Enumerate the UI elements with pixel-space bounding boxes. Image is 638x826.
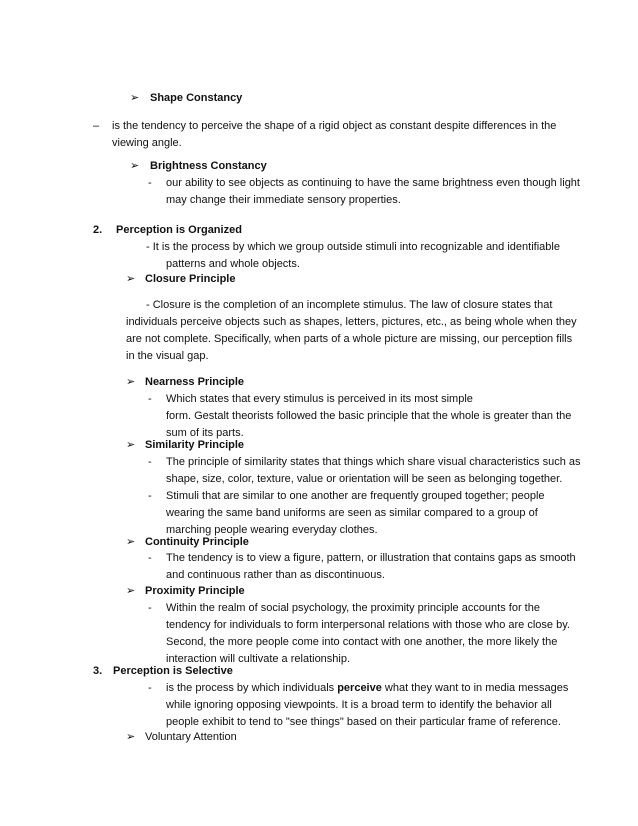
continuity-line: The tendency is to view a figure, pattern, or illustration that contains gaps as smooth: [166, 552, 576, 564]
perceive-emphasis: perceive: [337, 682, 382, 694]
arrow-bullet-icon: ➢: [130, 92, 140, 104]
closure-line: are not complete. Specifically, when parts of a whole picture are missing, our perception fills: [126, 333, 573, 345]
arrow-bullet-icon: ➢: [126, 536, 136, 548]
continuity-principle-heading: Continuity Principle: [145, 536, 249, 548]
similarity-line: shape, size, color, texture, value or orientation will be seen as belonging together.: [166, 473, 563, 485]
voluntary-attention-heading: Voluntary Attention: [145, 731, 237, 743]
perception-selective-line: people exhibit to tend to "see things" based on their particular frame of reference.: [166, 716, 561, 728]
similarity-line: The principle of similarity states that things which share visual characteristics such as: [166, 456, 581, 468]
nearness-line: form. Gestalt theorists followed the basic principle that the whole is greater than the: [166, 410, 572, 422]
closure-principle-heading: Closure Principle: [145, 273, 236, 285]
closure-line: - Closure is the completion of an incomplete stimulus. The law of closure states that: [146, 299, 553, 311]
dash-bullet: -: [148, 602, 152, 614]
shape-constancy-line: viewing angle.: [112, 137, 182, 149]
brightness-constancy-heading: Brightness Constancy: [150, 160, 267, 172]
proximity-line: Within the realm of social psychology, the proximity principle accounts for the: [166, 602, 540, 614]
perception-selective-text: what they want to in media messages: [381, 682, 569, 694]
perception-selective-heading: Perception is Selective: [113, 665, 233, 677]
proximity-line: interaction will cultivate a relationship.: [166, 653, 351, 665]
perception-organized-line: patterns and whole objects.: [166, 258, 300, 270]
brightness-constancy-line: our ability to see objects as continuing to have the same brightness even though light: [166, 177, 580, 189]
closure-line: in the visual gap.: [126, 350, 209, 362]
arrow-bullet-icon: ➢: [126, 439, 136, 451]
similarity-line: Stimuli that are similar to one another are frequently grouped together; people: [166, 490, 545, 502]
shape-constancy-heading: Shape Constancy: [150, 92, 243, 104]
arrow-bullet-icon: ➢: [126, 273, 136, 285]
proximity-line: Second, the more people come into contact with one another, the more likely the: [166, 636, 558, 648]
section-number: 2.: [93, 224, 103, 236]
nearness-principle-heading: Nearness Principle: [145, 376, 245, 388]
similarity-principle-heading: Similarity Principle: [145, 439, 245, 451]
dash-bullet: -: [148, 552, 152, 564]
dash-bullet: -: [148, 682, 152, 694]
closure-line: individuals perceive objects such as shapes, letters, pictures, etc., as being whole when they: [126, 316, 577, 328]
dash-bullet: -: [148, 393, 152, 405]
arrow-bullet-icon: ➢: [126, 731, 136, 743]
similarity-line: wearing the same band uniforms are seen as similar compared to a group of: [166, 507, 538, 519]
long-dash-bullet: –: [93, 120, 100, 132]
nearness-line: Which states that every stimulus is perceived in its most simple: [166, 393, 473, 405]
proximity-principle-heading: Proximity Principle: [145, 585, 245, 597]
dash-bullet: -: [148, 177, 152, 189]
dash-bullet: -: [148, 456, 152, 468]
arrow-bullet-icon: ➢: [126, 376, 136, 388]
perception-selective-line: while ignoring opposing viewpoints. It is a broad term to identify the behavior all: [166, 699, 552, 711]
arrow-bullet-icon: ➢: [130, 160, 140, 172]
perception-organized-heading: Perception is Organized: [116, 224, 242, 236]
perception-selective-text: is the process by which individuals: [166, 682, 338, 694]
brightness-constancy-line: may change their immediate sensory properties.: [166, 194, 401, 206]
perception-organized-line: - It is the process by which we group outside stimuli into recognizable and identifiable: [146, 241, 560, 253]
continuity-line: and continuous rather than as discontinuous.: [166, 569, 385, 581]
arrow-bullet-icon: ➢: [126, 585, 136, 597]
proximity-line: tendency for individuals to form interpersonal relations with those who are close by.: [166, 619, 570, 631]
similarity-line: marching people wearing everyday clothes.: [166, 524, 378, 536]
nearness-line: sum of its parts.: [166, 427, 244, 439]
perception-selective-line: [166, 681, 568, 695]
dash-bullet: -: [148, 490, 152, 502]
shape-constancy-line: is the tendency to perceive the shape of a rigid object as constant despite differences in the: [112, 120, 557, 132]
section-number: 3.: [93, 665, 103, 677]
